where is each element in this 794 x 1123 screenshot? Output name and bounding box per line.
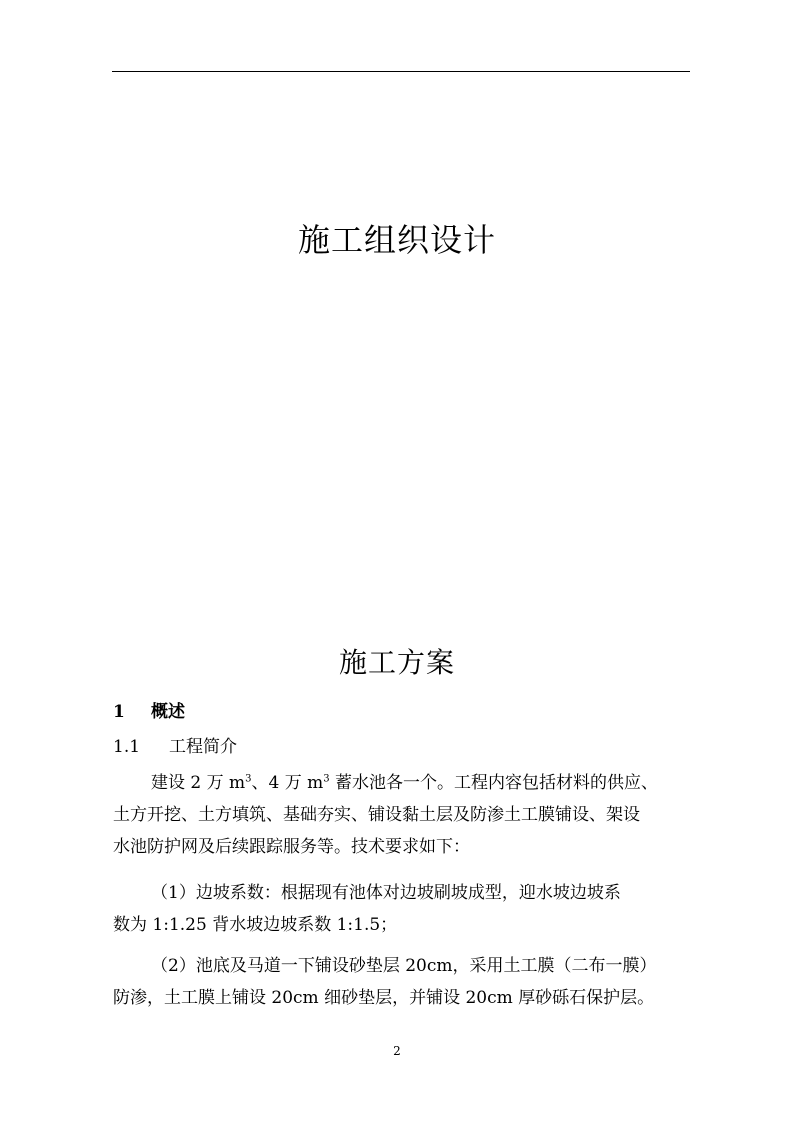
heading-1-text: 概述 — [151, 702, 185, 722]
requirement-item-1-line-1: （1）边坡系数：根据现有池体对边坡刷坡成型，迎水坡边坡系 — [151, 883, 621, 903]
text-segment: 、4 万 m — [251, 773, 324, 793]
heading-1-1 — [113, 735, 237, 759]
header-rule — [112, 71, 690, 72]
heading-1-1-number: 1.1 — [113, 737, 141, 757]
section-title: 施工方案 — [338, 646, 455, 679]
paragraph-intro-line-3: 水池防护网及后续跟踪服务等。技术要求如下： — [113, 837, 470, 857]
requirement-item-2 — [113, 950, 693, 1014]
requirement-item-1 — [113, 877, 693, 941]
superscript: 3 — [323, 773, 330, 785]
heading-1-1-text: 工程简介 — [169, 737, 237, 757]
paragraph-intro-line-2: 土方开挖、土方填筑、基础夯实、铺设黏土层及防渗土工膜铺设、架设 — [113, 805, 640, 825]
superscript: 3 — [245, 773, 252, 785]
document-title: 施工组织设计 — [297, 221, 496, 259]
paragraph-intro-line-1 — [113, 767, 693, 799]
requirement-item-2-line-2: 防渗，土工膜上铺设 20cm 细砂垫层，并铺设 20cm 厚砂砾石保护层。 — [113, 988, 655, 1008]
page-number: 2 — [393, 1044, 401, 1058]
heading-1-number: 1 — [113, 702, 125, 722]
requirement-item-1-line-2: 数为 1:1.25 背水坡边坡系数 1:1.5； — [113, 915, 398, 935]
text-segment: 建设 2 万 m — [151, 773, 246, 793]
text-segment: 蓄水池各一个。工程内容包括材料的供应、 — [329, 773, 659, 793]
requirement-item-2-line-1: （2）池底及马道一下铺设砂垫层 20cm，采用土工膜（二布一膜） — [151, 956, 657, 976]
paragraph-intro — [113, 767, 693, 863]
heading-1 — [113, 700, 185, 724]
